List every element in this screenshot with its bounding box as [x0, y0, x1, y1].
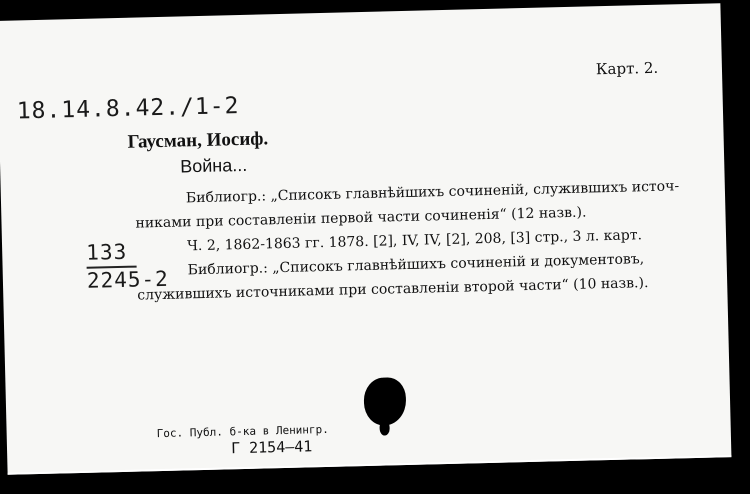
inventory-number: Г 2154—41: [230, 437, 313, 458]
call-number-top: 133: [85, 239, 128, 265]
part-2-description: Ч. 2, 1862-1863 гг. 1878. [2], IV, IV, [2], 208, [3] стр., 3 л. карт.: [186, 227, 643, 255]
ink-blot: [363, 377, 406, 426]
ink-blot-drip: [379, 421, 389, 435]
shelfmark-handwritten: 18.14.8.42./1-2: [16, 93, 240, 125]
bibliography-line-4: служившихъ источниками при составленіи второй части“ (10 назв.).: [137, 275, 649, 304]
catalog-card: [0, 3, 731, 475]
bibliography-line-3: Библиогр.: „Списокъ главнѣйшихъ сочиненій и документовъ,: [187, 251, 645, 279]
bibliography-line-2: никами при составленіи первой части сочиненія“ (12 назв.).: [135, 204, 587, 232]
call-number-bottom: 2245-2: [86, 266, 170, 293]
author-heading: Гаусман, Иосиф.: [127, 128, 269, 153]
work-title: Война...: [179, 154, 248, 177]
card-number: Карт. 2.: [595, 58, 659, 79]
bibliography-line-1: Библиогр.: „Списокъ главнѣйшихъ сочиненій, служившихъ источ-: [185, 178, 680, 207]
library-stamp: Гос. Публ. б-ка в Ленингр.: [156, 422, 329, 441]
